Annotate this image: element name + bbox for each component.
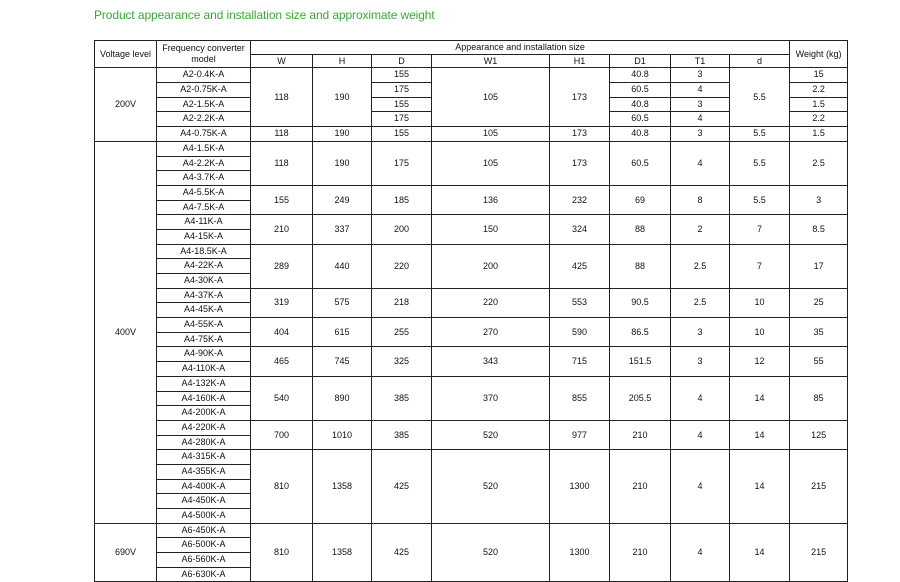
cell-h1: 553 [550, 288, 610, 317]
cell-h1: 590 [550, 318, 610, 347]
model-name: A6-630K-A [181, 568, 226, 579]
spec-table [94, 40, 848, 582]
model-cell [157, 288, 251, 317]
cell-value: 60.5 [610, 83, 670, 98]
header-col-w: W [251, 54, 313, 68]
cell-h1: 173 [550, 141, 610, 185]
cell-d1: 210 [610, 450, 671, 523]
cell-weight [790, 68, 848, 127]
cell-t1: 4 [671, 141, 730, 185]
cell-d: 220 [372, 244, 432, 288]
cell-weight: 85 [790, 376, 848, 420]
cell-w1: 520 [432, 450, 550, 523]
model-name: A4-0.75K-A [180, 128, 227, 139]
cell-d1: 205.5 [610, 376, 671, 420]
cell-h: 890 [313, 376, 372, 420]
model-cell [157, 450, 251, 523]
model-name: A6-560K-A [157, 553, 250, 568]
cell-value: 15 [790, 68, 847, 83]
cell-w: 540 [251, 376, 313, 420]
cell-h: 615 [313, 318, 372, 347]
cell-value: 1.5 [790, 98, 847, 113]
model-name: A2-0.75K-A [157, 83, 250, 98]
header-col-t1: T1 [671, 54, 730, 68]
cell-t1: 8 [671, 185, 730, 214]
cell-value: 2.2 [812, 113, 825, 124]
cell-value: 40.8 [610, 98, 670, 113]
cell-t1: 4 [671, 450, 730, 523]
cell-d1: 210 [610, 420, 671, 449]
cell-weight: 215 [790, 523, 848, 582]
model-name: A4-280K-A [181, 436, 226, 447]
model-name: A4-37K-A [157, 289, 250, 304]
cell-value: 4 [697, 113, 703, 124]
cell-h: 1358 [313, 450, 372, 523]
header-col-d1: D1 [610, 54, 671, 68]
cell-t1: 4 [671, 523, 730, 582]
cell-h: 575 [313, 288, 372, 317]
model-cell [157, 141, 251, 185]
cell-d: 14 [730, 376, 790, 420]
cell-value: 2.2 [790, 83, 847, 98]
table-row [95, 347, 848, 376]
cell-t1: 3 [671, 318, 730, 347]
cell-d1: 88 [610, 215, 671, 244]
cell-d: 200 [372, 215, 432, 244]
cell-t1: 2.5 [671, 244, 730, 288]
voltage-cell: 200V [95, 68, 157, 141]
cell-d1: 69 [610, 185, 671, 214]
header-col-w1: W1 [432, 54, 550, 68]
model-name: A4-75K-A [183, 333, 224, 344]
cell-d1: 88 [610, 244, 671, 288]
model-name: A4-110K-A [181, 363, 226, 374]
cell-d: 175 [372, 141, 432, 185]
model-cell [157, 523, 251, 582]
model-name: A4-220K-A [157, 421, 250, 436]
cell-h1: 425 [550, 244, 610, 288]
cell-w: 289 [251, 244, 313, 288]
cell-d: 14 [730, 523, 790, 582]
cell-w1: 520 [432, 523, 550, 582]
model-cell [157, 244, 251, 288]
cell-weight: 2.5 [790, 141, 848, 185]
table-row [95, 288, 848, 317]
cell-h1: 232 [550, 185, 610, 214]
table-row [95, 318, 848, 347]
cell-t1: 4 [671, 376, 730, 420]
model-name: A4-18.5K-A [157, 245, 250, 260]
model-name: A4-30K-A [183, 275, 224, 285]
cell-w1: 343 [432, 347, 550, 376]
table-row [95, 141, 848, 185]
cell-d: 5.5 [730, 127, 790, 142]
cell-h1: 1300 [550, 523, 610, 582]
cell-h: 190 [313, 127, 372, 142]
cell-value: 60.5 [631, 113, 649, 124]
cell-weight: 55 [790, 347, 848, 376]
model-name: A4-3.7K-A [182, 172, 225, 183]
cell-w1: 150 [432, 215, 550, 244]
cell-weight: 3 [790, 185, 848, 214]
model-name: A2-1.5K-A [157, 98, 250, 113]
cell-h1: 977 [550, 420, 610, 449]
table-row [95, 215, 848, 244]
cell-w: 118 [251, 141, 313, 185]
cell-h: 249 [313, 185, 372, 214]
cell-w: 465 [251, 347, 313, 376]
cell-value: 175 [393, 113, 410, 124]
header-col-h: H [313, 54, 372, 68]
model-name: A4-2.2K-A [157, 157, 250, 172]
cell-w: 404 [251, 318, 313, 347]
cell-value: 155 [372, 98, 431, 113]
cell-h: 1358 [313, 523, 372, 582]
model-name: A4-315K-A [157, 450, 250, 465]
cell-d: 185 [372, 185, 432, 214]
cell-h1: 715 [550, 347, 610, 376]
cell-w: 319 [251, 288, 313, 317]
cell-d: 385 [372, 420, 432, 449]
cell-w1: 520 [432, 420, 550, 449]
header-appearance: Appearance and installation size [251, 41, 790, 55]
cell-d: 14 [730, 450, 790, 523]
cell-d: 385 [372, 376, 432, 420]
cell-d: 425 [372, 450, 432, 523]
cell-h: 440 [313, 244, 372, 288]
model-name: A4-450K-A [157, 494, 250, 509]
model-cell [157, 376, 251, 420]
cell-t1: 3 [671, 127, 730, 142]
cell-w1: 136 [432, 185, 550, 214]
header-weight: Weight (kg) [790, 41, 848, 68]
cell-t1: 2.5 [671, 288, 730, 317]
cell-w: 118 [251, 68, 313, 127]
cell-weight: 35 [790, 318, 848, 347]
cell-w: 810 [251, 450, 313, 523]
cell-d: 7 [730, 244, 790, 288]
cell-value: 3 [671, 68, 729, 83]
cell-value: 4 [671, 83, 729, 98]
cell-d: 155 [372, 127, 432, 142]
model-name: A4-15K-A [183, 230, 224, 241]
cell-h: 1010 [313, 420, 372, 449]
cell-w1: 105 [432, 141, 550, 185]
cell-d: 5.5 [730, 141, 790, 185]
cell-d: 5.5 [730, 185, 790, 214]
model-name: A2-0.4K-A [157, 68, 250, 83]
cell-d: 7 [730, 215, 790, 244]
table-row [95, 68, 848, 127]
cell-w1: 370 [432, 376, 550, 420]
cell-w: 700 [251, 420, 313, 449]
cell-w1: 220 [432, 288, 550, 317]
cell-h: 190 [313, 68, 372, 127]
model-cell [157, 185, 251, 214]
voltage-cell: 400V [95, 141, 157, 523]
model-name: A4-1.5K-A [157, 142, 250, 157]
page-title: Product appearance and installation size and approximate weight [94, 8, 435, 22]
header-col-d: d [730, 54, 790, 68]
cell-h: 745 [313, 347, 372, 376]
cell-weight: 17 [790, 244, 848, 288]
voltage-cell: 690V [95, 523, 157, 582]
cell-value: 40.8 [610, 68, 670, 83]
cell-w1: 200 [432, 244, 550, 288]
table-row [95, 185, 848, 214]
model-cell [157, 68, 251, 127]
header-col-d: D [372, 54, 432, 68]
model-name: A4-355K-A [157, 465, 250, 480]
cell-d1: 60.5 [610, 141, 671, 185]
model-name: A4-45K-A [183, 304, 224, 315]
cell-d1: 151.5 [610, 347, 671, 376]
cell-w: 810 [251, 523, 313, 582]
cell-weight: 1.5 [790, 127, 848, 142]
cell-h1: 1300 [550, 450, 610, 523]
cell-d [372, 68, 432, 127]
model-name: A6-500K-A [157, 538, 250, 553]
cell-h1: 173 [550, 127, 610, 142]
cell-d: 218 [372, 288, 432, 317]
model-name: A4-400K-A [157, 480, 250, 495]
model-name: A2-2.2K-A [182, 113, 225, 124]
cell-weight: 125 [790, 420, 848, 449]
header-model: Frequency converter model [157, 41, 251, 68]
model-name: A4-5.5K-A [157, 186, 250, 201]
cell-d: 12 [730, 347, 790, 376]
cell-d1: 40.8 [610, 127, 671, 142]
cell-d: 14 [730, 420, 790, 449]
cell-d1: 210 [610, 523, 671, 582]
model-cell [157, 420, 251, 449]
cell-t1 [671, 68, 730, 127]
model-name: A4-500K-A [181, 510, 226, 520]
model-name: A4-90K-A [157, 347, 250, 362]
cell-d1: 86.5 [610, 318, 671, 347]
cell-d: 255 [372, 318, 432, 347]
model-cell [157, 215, 251, 244]
model-name: A6-450K-A [157, 524, 250, 539]
cell-d1: 90.5 [610, 288, 671, 317]
model-cell [157, 347, 251, 376]
model-name: A4-132K-A [157, 377, 250, 392]
model-name: A4-22K-A [157, 259, 250, 274]
table-row [95, 523, 848, 582]
cell-w1: 270 [432, 318, 550, 347]
table-row [95, 420, 848, 449]
cell-d: 325 [372, 347, 432, 376]
header-voltage: Voltage level [95, 41, 157, 68]
table-row [95, 376, 848, 420]
model-name: A4-200K-A [181, 407, 226, 418]
cell-value: 3 [671, 98, 729, 113]
cell-w: 210 [251, 215, 313, 244]
cell-d: 425 [372, 523, 432, 582]
model-cell [157, 318, 251, 347]
header-col-h1: H1 [550, 54, 610, 68]
table-row [95, 127, 848, 142]
cell-h: 190 [313, 141, 372, 185]
cell-value: 175 [372, 83, 431, 98]
cell-d: 10 [730, 318, 790, 347]
model-name: A4-7.5K-A [182, 201, 225, 212]
cell-weight: 215 [790, 450, 848, 523]
cell-value: 155 [372, 68, 431, 83]
cell-d: 5.5 [730, 68, 790, 127]
cell-w: 155 [251, 185, 313, 214]
cell-d1 [610, 68, 671, 127]
cell-h1: 324 [550, 215, 610, 244]
cell-w1: 105 [432, 68, 550, 127]
cell-t1: 2 [671, 215, 730, 244]
cell-h1: 173 [550, 68, 610, 127]
cell-w1: 105 [432, 127, 550, 142]
cell-weight: 8.5 [790, 215, 848, 244]
model-name: A4-55K-A [157, 318, 250, 333]
cell-h: 337 [313, 215, 372, 244]
model-name: A4-160K-A [157, 392, 250, 407]
cell-t1: 3 [671, 347, 730, 376]
table-row [95, 450, 848, 523]
cell-weight: 25 [790, 288, 848, 317]
model-name: A4-11K-A [157, 215, 250, 230]
cell-d: 10 [730, 288, 790, 317]
cell-t1: 4 [671, 420, 730, 449]
cell-w: 118 [251, 127, 313, 142]
cell-h1: 855 [550, 376, 610, 420]
table-row [95, 244, 848, 288]
model-cell [157, 127, 251, 142]
